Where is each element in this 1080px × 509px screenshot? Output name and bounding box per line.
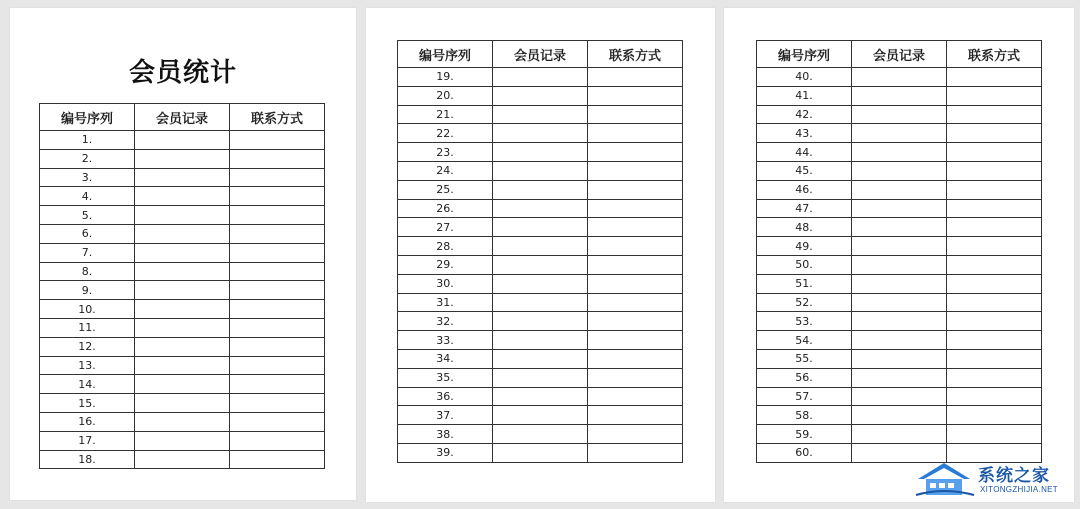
header-member-record: 会员记录	[852, 41, 947, 68]
member-table	[756, 40, 1042, 463]
member-record-cell	[493, 105, 588, 124]
serial-number-cell: 29.	[398, 255, 493, 274]
serial-number-cell: 44.	[757, 143, 852, 162]
member-record-cell	[852, 68, 947, 87]
serial-number-cell: 35.	[398, 368, 493, 387]
table-row	[398, 105, 683, 124]
member-table	[397, 40, 683, 463]
member-record-cell	[493, 443, 588, 462]
table-row	[398, 293, 683, 312]
contact-cell	[588, 199, 683, 218]
contact-cell	[947, 199, 1042, 218]
table-row	[40, 243, 325, 262]
member-record-cell	[852, 425, 947, 444]
table-row	[40, 337, 325, 356]
table-row	[398, 237, 683, 256]
table-header-row	[398, 41, 683, 68]
serial-number-cell: 38.	[398, 425, 493, 444]
member-record-cell	[493, 349, 588, 368]
watermark-brand-cn: 系统之家	[978, 466, 1050, 486]
contact-cell	[230, 337, 325, 356]
table-row	[398, 312, 683, 331]
member-record-cell	[493, 293, 588, 312]
member-record-cell	[135, 450, 230, 469]
contact-cell	[588, 425, 683, 444]
contact-cell	[230, 187, 325, 206]
member-record-cell	[493, 218, 588, 237]
serial-number-cell: 41.	[757, 86, 852, 105]
contact-cell	[588, 180, 683, 199]
serial-number-cell: 24.	[398, 161, 493, 180]
contact-cell	[588, 161, 683, 180]
table-row	[398, 218, 683, 237]
table-row	[757, 312, 1042, 331]
contact-cell	[588, 312, 683, 331]
table-row	[757, 218, 1042, 237]
member-record-cell	[493, 312, 588, 331]
member-record-cell	[135, 149, 230, 168]
contact-cell	[588, 105, 683, 124]
serial-number-cell: 53.	[757, 312, 852, 331]
table-row	[757, 387, 1042, 406]
contact-cell	[947, 349, 1042, 368]
member-record-cell	[493, 237, 588, 256]
member-record-cell	[493, 199, 588, 218]
table-row	[40, 431, 325, 450]
member-record-cell	[493, 180, 588, 199]
member-record-cell	[852, 124, 947, 143]
member-record-cell	[852, 406, 947, 425]
contact-cell	[588, 331, 683, 350]
document-page-3	[724, 8, 1074, 502]
member-record-cell	[135, 206, 230, 225]
header-contact: 联系方式	[230, 104, 325, 131]
contact-cell	[947, 86, 1042, 105]
table-row	[398, 255, 683, 274]
serial-number-cell: 22.	[398, 124, 493, 143]
document-page-1	[10, 8, 356, 500]
member-record-cell	[852, 237, 947, 256]
serial-number-cell: 18.	[40, 450, 135, 469]
table-row	[757, 86, 1042, 105]
contact-cell	[947, 331, 1042, 350]
table-row	[757, 406, 1042, 425]
contact-cell	[588, 406, 683, 425]
table-row	[398, 406, 683, 425]
contact-cell	[588, 237, 683, 256]
contact-cell	[588, 255, 683, 274]
table-row	[40, 206, 325, 225]
table-row	[757, 161, 1042, 180]
contact-cell	[947, 68, 1042, 87]
table-row	[40, 281, 325, 300]
serial-number-cell: 50.	[757, 255, 852, 274]
member-record-cell	[135, 394, 230, 413]
table-row	[40, 187, 325, 206]
table-row	[757, 293, 1042, 312]
table-row	[757, 180, 1042, 199]
contact-cell	[947, 425, 1042, 444]
table-row	[40, 356, 325, 375]
header-serial: 编号序列	[757, 41, 852, 68]
member-record-cell	[852, 255, 947, 274]
serial-number-cell: 25.	[398, 180, 493, 199]
table-row	[398, 68, 683, 87]
serial-number-cell: 1.	[40, 131, 135, 150]
table-row	[757, 255, 1042, 274]
member-record-cell	[493, 68, 588, 87]
member-record-cell	[493, 406, 588, 425]
table-row	[757, 199, 1042, 218]
member-record-cell	[135, 262, 230, 281]
member-record-cell	[135, 318, 230, 337]
serial-number-cell: 21.	[398, 105, 493, 124]
member-record-cell	[852, 274, 947, 293]
contact-cell	[947, 255, 1042, 274]
contact-cell	[947, 180, 1042, 199]
contact-cell	[588, 443, 683, 462]
serial-number-cell: 15.	[40, 394, 135, 413]
table-row	[398, 143, 683, 162]
table-row	[40, 262, 325, 281]
serial-number-cell: 5.	[40, 206, 135, 225]
member-record-cell	[852, 105, 947, 124]
member-record-cell	[493, 124, 588, 143]
table-row	[40, 300, 325, 319]
member-record-cell	[852, 199, 947, 218]
serial-number-cell: 59.	[757, 425, 852, 444]
contact-cell	[588, 349, 683, 368]
serial-number-cell: 23.	[398, 143, 493, 162]
contact-cell	[230, 206, 325, 225]
table-row	[398, 349, 683, 368]
contact-cell	[588, 274, 683, 293]
serial-number-cell: 48.	[757, 218, 852, 237]
header-member-record: 会员记录	[135, 104, 230, 131]
table-row	[398, 274, 683, 293]
member-record-cell	[493, 368, 588, 387]
member-record-cell	[852, 368, 947, 387]
table-row	[398, 86, 683, 105]
contact-cell	[947, 293, 1042, 312]
serial-number-cell: 34.	[398, 349, 493, 368]
serial-number-cell: 17.	[40, 431, 135, 450]
contact-cell	[230, 431, 325, 450]
member-record-cell	[493, 425, 588, 444]
table-row	[398, 443, 683, 462]
serial-number-cell: 32.	[398, 312, 493, 331]
contact-cell	[947, 368, 1042, 387]
serial-number-cell: 26.	[398, 199, 493, 218]
member-record-cell	[852, 312, 947, 331]
contact-cell	[230, 318, 325, 337]
serial-number-cell: 37.	[398, 406, 493, 425]
contact-cell	[947, 161, 1042, 180]
serial-number-cell: 9.	[40, 281, 135, 300]
serial-number-cell: 16.	[40, 412, 135, 431]
serial-number-cell: 49.	[757, 237, 852, 256]
member-record-cell	[135, 337, 230, 356]
contact-cell	[588, 293, 683, 312]
contact-cell	[230, 168, 325, 187]
member-record-cell	[852, 180, 947, 199]
serial-number-cell: 30.	[398, 274, 493, 293]
serial-number-cell: 45.	[757, 161, 852, 180]
member-record-cell	[852, 387, 947, 406]
table-row	[398, 387, 683, 406]
serial-number-cell: 40.	[757, 68, 852, 87]
site-watermark	[914, 459, 1074, 503]
member-record-cell	[852, 331, 947, 350]
table-row	[757, 105, 1042, 124]
serial-number-cell: 6.	[40, 224, 135, 243]
serial-number-cell: 7.	[40, 243, 135, 262]
table-row	[398, 124, 683, 143]
member-table	[39, 103, 325, 469]
contact-cell	[230, 281, 325, 300]
serial-number-cell: 2.	[40, 149, 135, 168]
serial-number-cell: 20.	[398, 86, 493, 105]
contact-cell	[947, 406, 1042, 425]
contact-cell	[230, 412, 325, 431]
member-record-cell	[135, 224, 230, 243]
table-row	[398, 331, 683, 350]
serial-number-cell: 52.	[757, 293, 852, 312]
contact-cell	[230, 450, 325, 469]
serial-number-cell: 8.	[40, 262, 135, 281]
contact-cell	[230, 131, 325, 150]
table-row	[757, 124, 1042, 143]
header-serial: 编号序列	[398, 41, 493, 68]
member-record-cell	[493, 86, 588, 105]
contact-cell	[588, 143, 683, 162]
member-record-cell	[493, 274, 588, 293]
contact-cell	[230, 394, 325, 413]
contact-cell	[947, 124, 1042, 143]
table-row	[40, 394, 325, 413]
table-row	[40, 450, 325, 469]
contact-cell	[588, 124, 683, 143]
contact-cell	[947, 312, 1042, 331]
table-row	[757, 237, 1042, 256]
serial-number-cell: 60.	[757, 443, 852, 462]
table-row	[40, 318, 325, 337]
table-row	[757, 331, 1042, 350]
serial-number-cell: 31.	[398, 293, 493, 312]
serial-number-cell: 46.	[757, 180, 852, 199]
table-row	[398, 180, 683, 199]
contact-cell	[230, 300, 325, 319]
table-row	[40, 412, 325, 431]
serial-number-cell: 11.	[40, 318, 135, 337]
table-row	[398, 368, 683, 387]
contact-cell	[230, 224, 325, 243]
table-row	[757, 68, 1042, 87]
member-record-cell	[135, 375, 230, 394]
member-record-cell	[852, 86, 947, 105]
contact-cell	[947, 105, 1042, 124]
contact-cell	[947, 143, 1042, 162]
table-row	[398, 425, 683, 444]
member-record-cell	[135, 168, 230, 187]
watermark-brand-en: XITONGZHIJIA.NET	[980, 485, 1058, 494]
house-logo-icon	[914, 459, 976, 499]
serial-number-cell: 57.	[757, 387, 852, 406]
member-record-cell	[135, 187, 230, 206]
member-record-cell	[135, 243, 230, 262]
serial-number-cell: 4.	[40, 187, 135, 206]
serial-number-cell: 3.	[40, 168, 135, 187]
member-record-cell	[493, 161, 588, 180]
serial-number-cell: 28.	[398, 237, 493, 256]
table-row	[40, 168, 325, 187]
serial-number-cell: 43.	[757, 124, 852, 143]
contact-cell	[230, 356, 325, 375]
serial-number-cell: 13.	[40, 356, 135, 375]
table-row	[757, 349, 1042, 368]
contact-cell	[588, 387, 683, 406]
member-record-cell	[852, 218, 947, 237]
serial-number-cell: 42.	[757, 105, 852, 124]
header-serial: 编号序列	[40, 104, 135, 131]
serial-number-cell: 51.	[757, 274, 852, 293]
serial-number-cell: 54.	[757, 331, 852, 350]
contact-cell	[230, 375, 325, 394]
contact-cell	[947, 218, 1042, 237]
table-row	[757, 274, 1042, 293]
contact-cell	[588, 368, 683, 387]
serial-number-cell: 47.	[757, 199, 852, 218]
header-contact: 联系方式	[588, 41, 683, 68]
member-record-cell	[135, 431, 230, 450]
member-record-cell	[852, 349, 947, 368]
table-row	[40, 131, 325, 150]
table-row	[398, 161, 683, 180]
contact-cell	[230, 149, 325, 168]
contact-cell	[588, 68, 683, 87]
serial-number-cell: 55.	[757, 349, 852, 368]
member-record-cell	[493, 331, 588, 350]
member-record-cell	[852, 143, 947, 162]
table-row	[40, 224, 325, 243]
member-record-cell	[493, 143, 588, 162]
member-record-cell	[135, 131, 230, 150]
table-row	[757, 143, 1042, 162]
serial-number-cell: 39.	[398, 443, 493, 462]
document-title: 会员统计	[128, 58, 237, 88]
contact-cell	[588, 86, 683, 105]
member-record-cell	[493, 387, 588, 406]
table-row	[40, 149, 325, 168]
serial-number-cell: 10.	[40, 300, 135, 319]
member-record-cell	[135, 356, 230, 375]
table-row	[398, 199, 683, 218]
serial-number-cell: 12.	[40, 337, 135, 356]
serial-number-cell: 36.	[398, 387, 493, 406]
header-member-record: 会员记录	[493, 41, 588, 68]
contact-cell	[947, 274, 1042, 293]
table-row	[757, 368, 1042, 387]
member-record-cell	[852, 293, 947, 312]
serial-number-cell: 27.	[398, 218, 493, 237]
table-header-row	[40, 104, 325, 131]
table-row	[40, 375, 325, 394]
member-record-cell	[135, 281, 230, 300]
document-page-2	[366, 8, 715, 502]
header-contact: 联系方式	[947, 41, 1042, 68]
member-record-cell	[852, 161, 947, 180]
contact-cell	[947, 237, 1042, 256]
contact-cell	[947, 387, 1042, 406]
member-record-cell	[135, 412, 230, 431]
contact-cell	[230, 262, 325, 281]
serial-number-cell: 33.	[398, 331, 493, 350]
table-row	[757, 425, 1042, 444]
member-record-cell	[135, 300, 230, 319]
serial-number-cell: 58.	[757, 406, 852, 425]
serial-number-cell: 19.	[398, 68, 493, 87]
contact-cell	[230, 243, 325, 262]
table-header-row	[757, 41, 1042, 68]
serial-number-cell: 56.	[757, 368, 852, 387]
serial-number-cell: 14.	[40, 375, 135, 394]
contact-cell	[588, 218, 683, 237]
member-record-cell	[493, 255, 588, 274]
